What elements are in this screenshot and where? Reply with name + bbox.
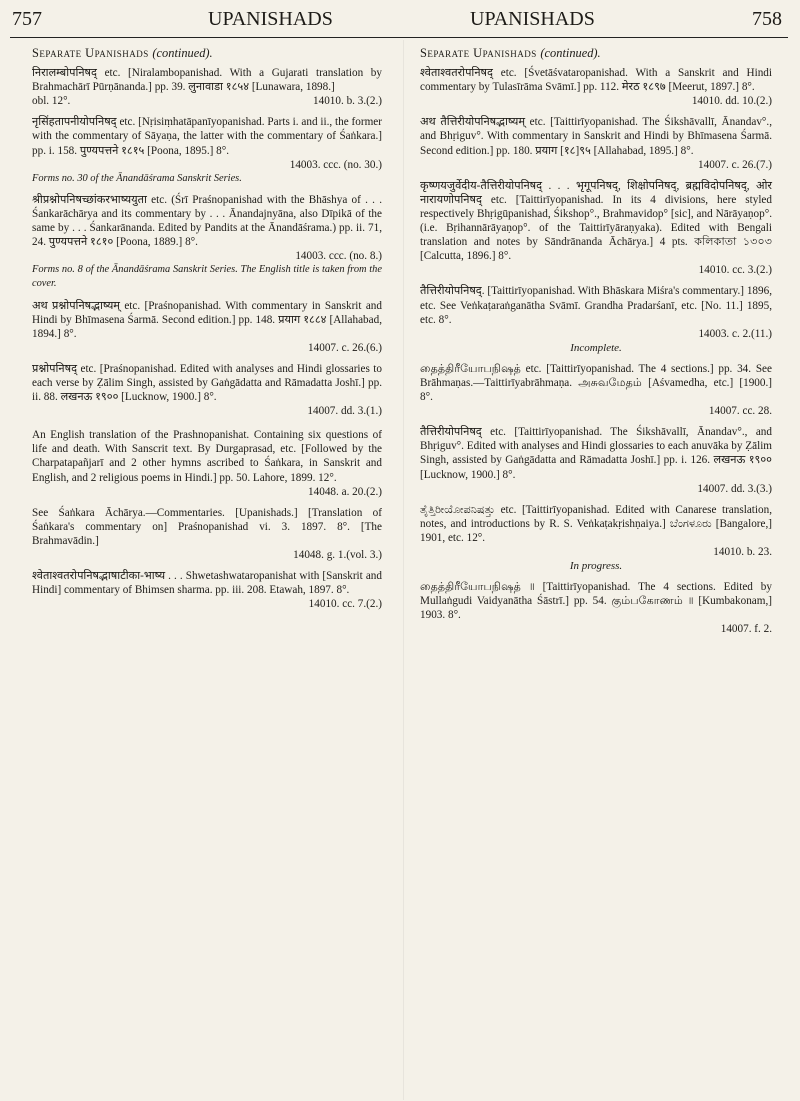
entry-text: தைத்திரீயோபநிஷத் etc. [Taittirīyopanishad. The 4 sections.] pp. 34. See Brāhmaṇas.—Taittirīyabrāhmaṇa. அசுவமேதம் [Aśvamedha, etc.] [1900.] 8°. [420, 362, 772, 404]
catalog-entry [420, 284, 772, 354]
entry-text: ತೈತ್ತಿರೀಯೋಪನಿಷತ್ತು etc. [Taittirīyopanishad. Edited with Canarese translation, notes, and introductions by R. S. Veṅkaṭakṛishṇaiya.] ಬೆಂಗಳೂರು [Bangalore,] 1901, etc. 12°. [420, 503, 772, 544]
catalog-entry [32, 362, 382, 418]
entry-shelfmark: 14007. c. 26.(7.) [698, 158, 772, 171]
left-heading-text: Separate Upanishads [32, 46, 149, 60]
entry-text: श्रीप्रश्नोपनिषच्छांकरभाष्ययुता etc. (Śrī Praśnopanishad with the Bhāshya of . . . Śankarāchārya and its commentary by . . . Ānandajnyāna, also Dīpikā of the same by . . . Śankarānanda. Edited by Pandits at the Ānandāśrama.) pp. ii. 71, 24. पुण्यपत्तने १८१० [Poona, 1889.] 8°. [32, 193, 382, 249]
catalog-entry [32, 569, 382, 611]
entry-shelfmark: 14007. f. 2. [720, 623, 772, 636]
entry-text: प्रश्नोपनिषद् etc. [Praśnopanishad. Edited with analyses and Hindi glossaries to each verse by Ẓālim Singh, assisted by Gaṅgādatta and Rāmadatta Joshī.] pp. ii. 88. लखनऊ १९०० [Lucknow, 1900.] 8°. [32, 362, 382, 404]
entry-text: निरालम्बोपनिषद् etc. [Niralambopanishad. With a Gujarati translation by Brahmachārī Pūrṇānanda.] pp. 39. लुनावाडा १८५४ [Lunawara, 1898.] [32, 67, 382, 94]
entry-text: श्वेताश्वतरोपनिषद्भाषाटीका-भाष्य . . . Shwetashwataropanishat with [Sanskrit and Hindi] commentary of Bhimsen sharma. pp. iii. 208. Etawah, 1897. 8°. [32, 570, 382, 597]
left-running-title: UPANISHADS [208, 8, 333, 30]
left-heading-cont: (continued). [152, 46, 213, 60]
left-section-heading [32, 46, 382, 60]
catalog-entry [420, 115, 772, 171]
entry-shelfmark: 14007. cc. 28. [708, 405, 772, 418]
entry-shelfmark: 14003. ccc. (no. 8.) [295, 250, 382, 263]
entry-shelfmark: 14010. cc. 3.(2.) [698, 264, 772, 277]
catalog-entry [32, 428, 382, 498]
right-section-heading [420, 46, 772, 60]
entry-shelfmark: 14007. dd. 3.(1.) [307, 405, 382, 418]
entry-text: अथ तैत्तिरीयोपनिषद्भाष्यम् etc. [Taittirīyopanishad. The Śikshāvallī, Ānandav°., and Bhṛiguv°. With commentary in Sanskrit and Hindi by Bhīmasena Śarmā. Second edition.] pp. 180. प्रयाग [१८]९५ [Allahabad, 1895.] 8°. [420, 116, 772, 157]
entry-text: कृष्णयजुर्वेदीय-तैत्तिरीयोपनिषद् . . . भृगूपनिषद्, शिक्षोपनिषद्, ब्रह्मविदोपनिषद्, ओर नारायणोपनिषद् etc. [Taittirīyopanishad. In its 4 divisions, here styled respectively Bhṛigūpanishad, Śikshop°., Brahmavidop° [sic], and Nārāyaṇop°. (i.e. Bṛihannārāyaṇop°. of the Taittirīyāraṇyaka). Edited with Bengali translation and notes by Sāndrānanda Āchārya.] 4 pts. কলিকাতা ১৩০৩ [Calcutta, 1896.] 8°. [420, 179, 772, 263]
right-heading-text: Separate Upanishads [420, 46, 537, 60]
entry-shelfmark: 14010. cc. 7.(2.) [308, 598, 382, 611]
see-text: See Śaṅkara Āchārya.—Commentaries. [Upanishads.] [Translation of Śaṅkara's commentary on] Praśnopanishad vi. 3. 1897. 8°. [The Brahmavādin.] [32, 506, 382, 547]
entry-text: An English translation of the Prashnopanishat. Containing six questions of life and death. With Sanscrit text. By Durgaprasad, etc. [Followed by the Charpatapañjarī and 2 other hymns ascribed to Śaṅkara, in Sanskrit and English, and 2 religious poems in Hindi.] pp. 50. Lahore, 1899. 12°. [32, 429, 382, 484]
entry-note: In progress. [569, 560, 623, 573]
entry-text: तैत्तिरीयोपनिषद्. [Taittirīyopanishad. With Bhāskara Miśra's commentary.] 1896, etc. See Veṅkaṭaraṅganātha Svāmī. Grandha Pradarśanī, etc. [No. 11.] 1895, etc. 8°. [420, 285, 772, 326]
entry-shelfmark: 14003. c. 2.(11.) [698, 327, 772, 340]
entry-note: Forms no. 30 of the Ānandāśrama Sanskrit Series. [32, 172, 242, 184]
running-header [0, 8, 800, 34]
catalog-entry [420, 362, 772, 418]
entry-shelfmark: 14010. b. 3.(2.) [313, 95, 382, 108]
see-reference [32, 506, 382, 562]
entry-text: श्वेताश्वतरोपनिषद् etc. [Śvetāśvataropanishad. With a Sanskrit and Hindi commentary by Tulasīrāma Svāmī.] pp. 112. मेरठ १८९७ [Meerut, 1897.] 8°. [420, 67, 772, 94]
catalog-entry [32, 299, 382, 355]
right-running-title: UPANISHADS [470, 8, 595, 30]
header-rule [10, 37, 788, 38]
entry-shelfmark: 14010. dd. 10.(2.) [691, 95, 772, 108]
catalog-entry [32, 66, 382, 108]
entry-shelfmark: 14010. b. 23. [713, 546, 772, 558]
entry-shelfmark: 14007. dd. 3.(3.) [697, 482, 772, 495]
right-heading-cont: (continued). [540, 46, 601, 60]
catalog-entry [32, 193, 382, 292]
entry-note: Incomplete. [570, 341, 622, 354]
column-gutter [403, 40, 404, 1100]
entry-shelfmark: 14003. ccc. (no. 30.) [289, 158, 382, 171]
catalog-entry [420, 503, 772, 573]
entry-text: अथ प्रश्नोपनिषद्भाष्यम् etc. [Praśnopanishad. With commentary in Sanskrit and Hindi by Bhīmasena Śarmā. Second edition.] pp. 148. प्रयाग १८८४ [Allahabad, 1894.] 8°. [32, 299, 382, 340]
entry-text: தைத்திரீயோபநிஷத் ॥ [Taittirīyopanishad. The 4 sections. Edited by Mullaṅgudi Vaidyanātha Śāstrī.] pp. 54. கும்பகோணம் ॥ [Kumbakonam,] 1903. 8°. [420, 581, 772, 622]
catalog-entry [420, 580, 772, 636]
catalog-entry [420, 179, 772, 278]
catalog-entry [420, 425, 772, 495]
entry-text: तैत्तिरीयोपनिषद् etc. [Taittirīyopanishad. The Śikshāvallī, Ānandav°., and Bhṛiguv°. Edited with analyses and Hindi glossaries to each anuvāka by Ẓālim Singh, assisted by Gaṅgādatta and Rāmadatta Joshī.] pp. i. 126. लखनऊ १९०० [Lucknow, 1900.] 8°. [420, 426, 772, 481]
entry-text: नृसिंहतापनीयोपनिषद् etc. [Nṛisiṃhatāpanīyopanishad. Parts i. and ii., the former with the commentary of Sāyaṇa, the latter with the commentary of Śaṅkara.] pp. i. 158. पुण्यपत्तने १८१५ [Poona, 1895.] 8°. [32, 116, 382, 157]
entry-shelfmark: 14048. g. 1.(vol. 3.) [293, 549, 382, 561]
right-page-number: 758 [752, 8, 782, 30]
entry-shelfmark: 14048. a. 20.(2.) [308, 485, 382, 498]
entry-shelfmark: 14007. c. 26.(6.) [308, 341, 382, 354]
entry-format: obl. 12°. [32, 95, 71, 108]
catalog-entry [420, 66, 772, 108]
right-column [420, 46, 772, 644]
left-page-number: 757 [12, 8, 42, 30]
catalog-entry [32, 115, 382, 185]
left-column [32, 46, 382, 618]
entry-note: Forms no. 8 of the Ānandāśrama Sanskrit Series. The English title is taken from the cover. [32, 264, 382, 290]
